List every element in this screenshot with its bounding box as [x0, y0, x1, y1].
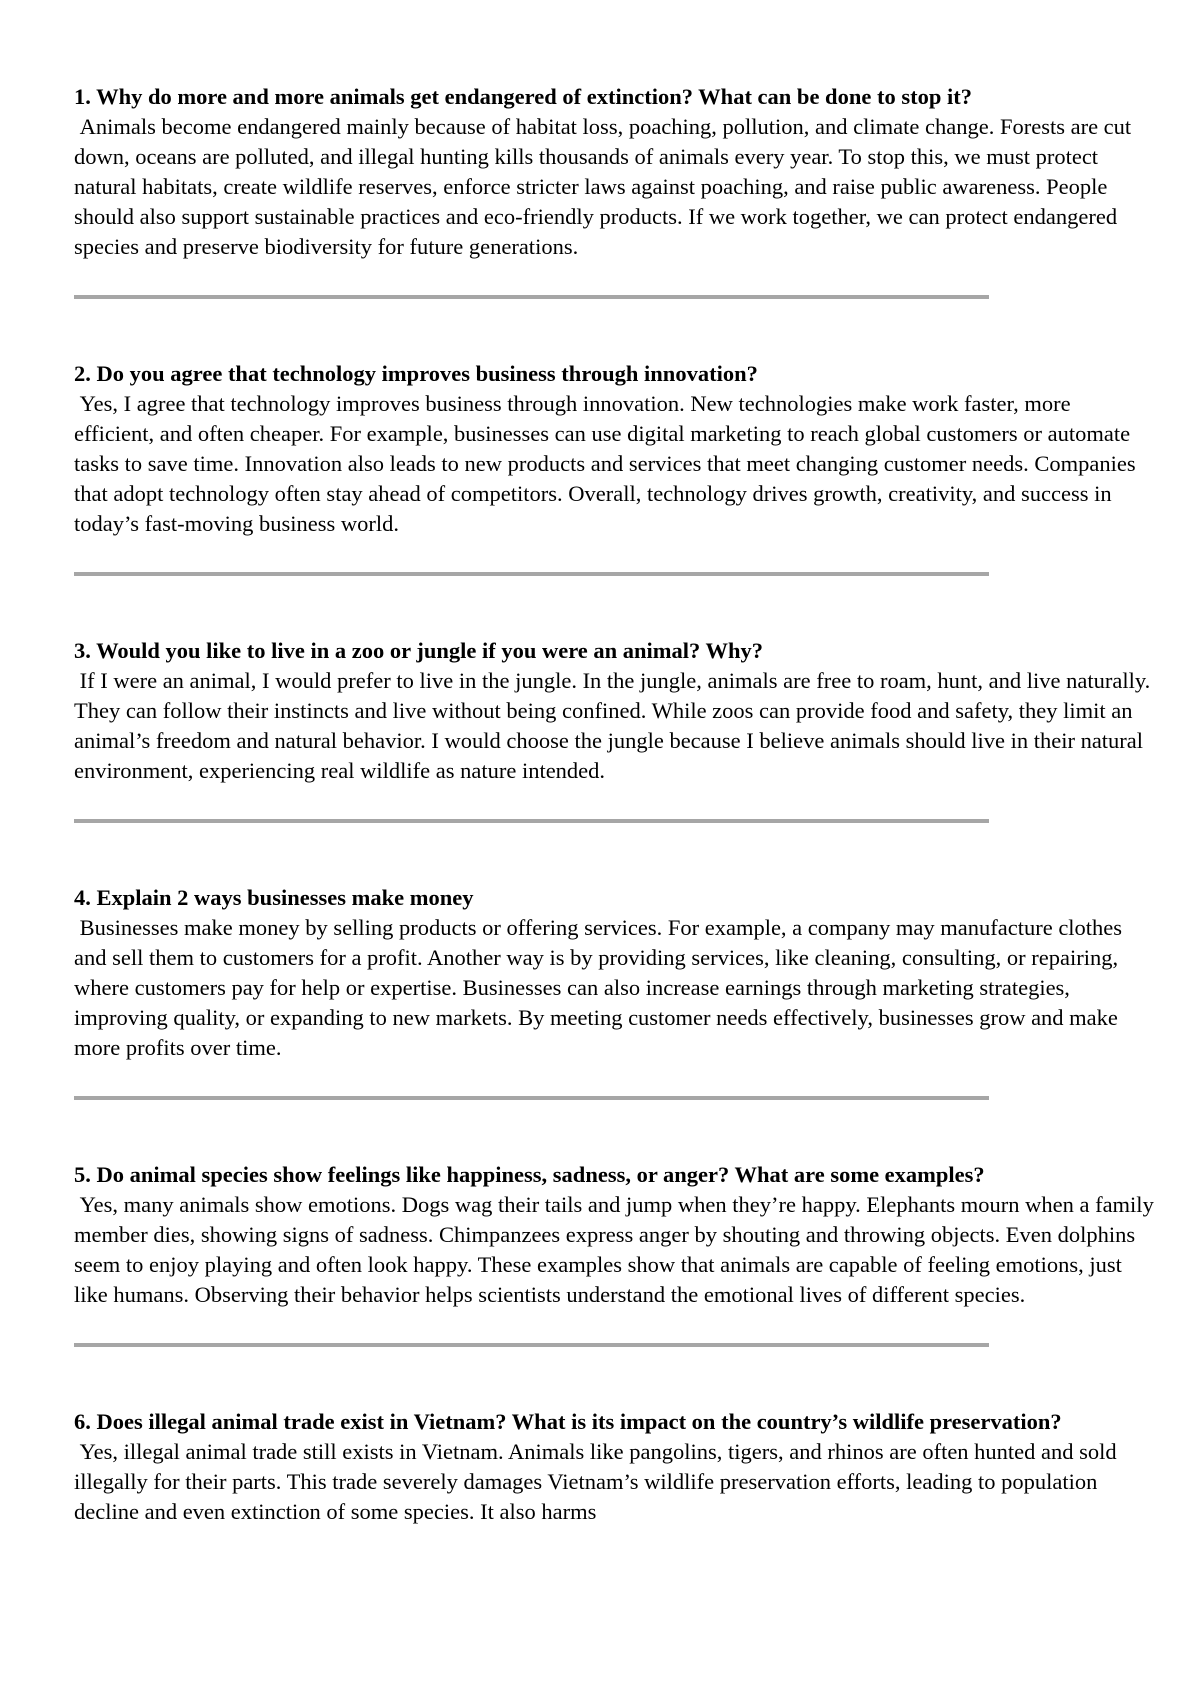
question-heading: 6. Does illegal animal trade exist in Vietnam? What is its impact on the country’s wildlife preservation?: [74, 1409, 1062, 1434]
qa-item-5: [74, 1160, 1160, 1347]
answer-paragraph: Animals become endangered mainly because of habitat loss, poaching, pollution, and climate change. Forests are cut down, oceans are polluted, and illegal hunting kills thousands of animals every year. To stop this, we must protect natural habitats, create wildlife reserves, enforce stricter laws against poaching, and raise public awareness. People should also support sustainable practices and eco-friendly products. If we work together, we can protect endangered species and preserve biodiversity for future generations.: [74, 114, 1137, 259]
question-heading: 2. Do you agree that technology improves business through innovation?: [74, 361, 758, 386]
question-heading: 4. Explain 2 ways businesses make money: [74, 885, 474, 910]
question-heading: 5. Do animal species show feelings like happiness, sadness, or anger? What are some examples?: [74, 1162, 985, 1187]
document-page: [74, 82, 1160, 1527]
answer-paragraph: Yes, many animals show emotions. Dogs wag their tails and jump when they’re happy. Elephants mourn when a family member dies, showing signs of sadness. Chimpanzees express anger by shouting and throwing objects. Even dolphins seem to enjoy playing and often look happy. These examples show that animals are capable of feeling emotions, just like humans. Observing their behavior helps scientists understand the emotional lives of different species.: [74, 1192, 1160, 1307]
answer-paragraph: If I were an animal, I would prefer to live in the jungle. In the jungle, animals are free to roam, hunt, and live naturally. They can follow their instincts and live without being confined. While zoos can provide food and safety, they limit an animal’s freedom and natural behavior. I would choose the jungle because I believe animals should live in their natural environment, experiencing real wildlife as nature intended.: [74, 668, 1156, 783]
qa-item-6: [74, 1407, 1154, 1527]
qa-item-1: [74, 82, 1154, 299]
horizontal-divider: [74, 1096, 989, 1100]
horizontal-divider: [74, 819, 989, 823]
horizontal-divider: [74, 1343, 989, 1347]
answer-paragraph: Yes, I agree that technology improves business through innovation. New technologies make work faster, more efficient, and often cheaper. For example, businesses can use digital marketing to reach global customers or automate tasks to save time. Innovation also leads to new products and services that meet changing customer needs. Companies that adopt technology often stay ahead of competitors. Overall, technology drives growth, creativity, and success in today’s fast-moving business world.: [74, 391, 1142, 536]
qa-item-4: [74, 883, 1154, 1100]
answer-paragraph: Businesses make money by selling products or offering services. For example, a company may manufacture clothes and sell them to customers for a profit. Another way is by providing services, like cleaning, consulting, or repairing, where customers pay for help or expertise. Businesses can also increase earnings through marketing strategies, improving quality, or expanding to new markets. By meeting customer needs effectively, businesses grow and make more profits over time.: [74, 915, 1128, 1060]
question-heading: 3. Would you like to live in a zoo or jungle if you were an animal? Why?: [74, 638, 764, 663]
horizontal-divider: [74, 295, 989, 299]
qa-item-2: [74, 359, 1154, 576]
qa-item-3: [74, 636, 1154, 823]
horizontal-divider: [74, 572, 989, 576]
answer-paragraph: Yes, illegal animal trade still exists in Vietnam. Animals like pangolins, tigers, and rhinos are often hunted and sold illegally for their parts. This trade severely damages Vietnam’s wildlife preservation efforts, leading to population decline and even extinction of some species. It also harms: [74, 1439, 1123, 1524]
question-heading: 1. Why do more and more animals get endangered of extinction? What can be done to stop it?: [74, 84, 972, 109]
